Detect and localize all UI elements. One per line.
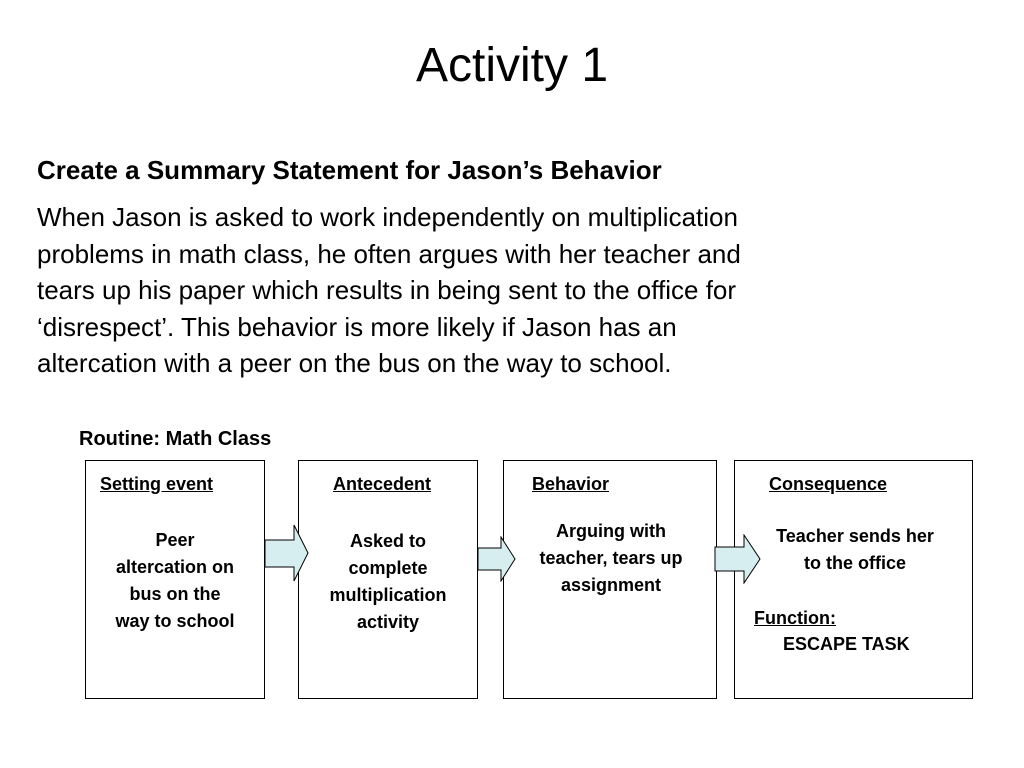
antecedent-text <box>294 528 482 636</box>
summary-paragraph <box>37 199 977 382</box>
behavior-line: assignment <box>560 575 662 595</box>
arrow-right-icon <box>714 534 762 584</box>
arrow-right-icon <box>264 524 310 582</box>
antecedent-header: Antecedent <box>333 474 432 494</box>
setting-event-line: altercation on <box>115 557 235 577</box>
function-label: Function: <box>754 608 836 628</box>
summary-heading: Create a Summary Statement for Jason’s Behavior <box>37 155 662 185</box>
consequence-header: Consequence <box>769 474 888 494</box>
behavior-line: teacher, tears up <box>539 548 683 568</box>
arrow-right-icon <box>477 536 517 582</box>
slide-title: Activity 1 <box>415 39 609 92</box>
antecedent-line: activity <box>356 612 420 632</box>
arrow-shape <box>265 525 308 581</box>
behavior-text <box>500 518 722 599</box>
antecedent-line: multiplication <box>329 585 447 605</box>
behavior-line: Arguing with <box>556 521 666 541</box>
setting-event-header: Setting event <box>100 474 214 494</box>
summary-line: When Jason is asked to work independently on multiplication <box>37 202 738 232</box>
function-value: ESCAPE TASK <box>783 634 910 654</box>
antecedent-line: Asked to <box>349 531 427 551</box>
consequence-line: Teacher sends her <box>776 526 934 546</box>
arrow-shape <box>715 535 760 583</box>
consequence-text <box>728 523 982 577</box>
setting-event-line: Peer <box>155 530 195 550</box>
setting-event-box <box>85 460 265 699</box>
summary-line: ‘disrespect’. This behavior is more likely if Jason has an <box>37 311 677 342</box>
routine-label: Routine: Math Class <box>79 428 272 450</box>
consequence-box <box>734 460 973 699</box>
antecedent-line: complete <box>348 558 428 578</box>
setting-event-line: way to school <box>115 611 235 631</box>
arrow-shape <box>478 537 515 581</box>
antecedent-box <box>298 460 478 699</box>
setting-event-line: bus on the <box>129 584 221 604</box>
summary-line: problems in math class, he often argues with her teacher and <box>37 238 741 269</box>
consequence-line: to the office <box>804 553 906 573</box>
behavior-header: Behavior <box>532 474 610 494</box>
setting-event-text <box>86 527 264 635</box>
summary-line: tears up his paper which results in being sent to the office for <box>37 275 737 305</box>
summary-line: altercation with a peer on the bus on the way to school. <box>37 348 672 378</box>
behavior-box <box>503 460 717 699</box>
